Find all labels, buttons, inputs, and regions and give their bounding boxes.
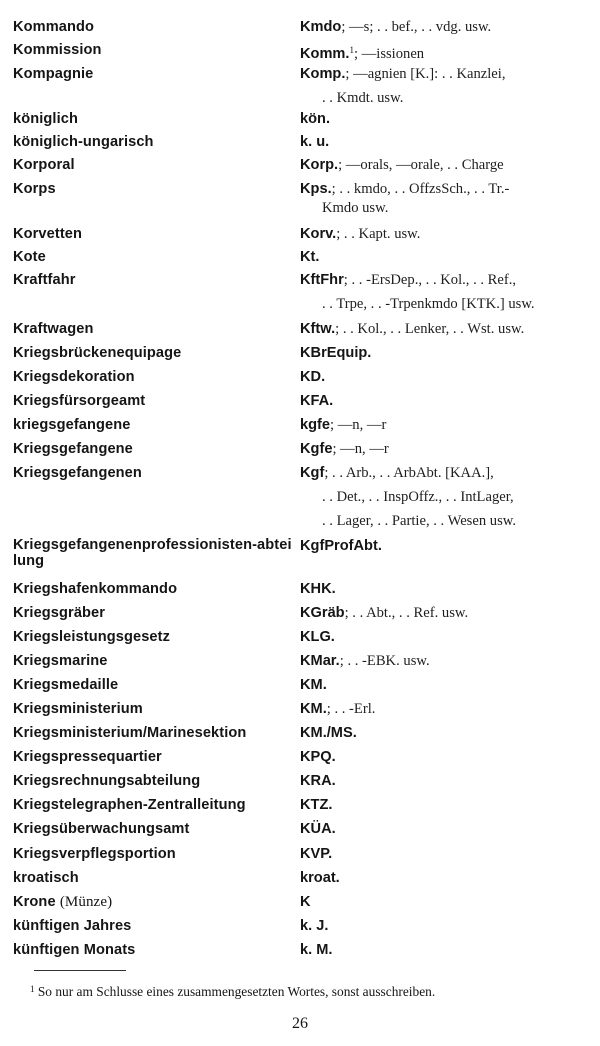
abbr-form: Kgf — [300, 465, 325, 481]
entry-abbreviation — [300, 914, 598, 938]
entry-abbreviation — [300, 769, 598, 793]
abbr-form: KRA. — [300, 773, 336, 789]
abbr-detail-continued: . . Det., . . InspOffz., . . IntLager, — [322, 489, 514, 505]
entry-abbreviation — [300, 341, 598, 365]
abbr-form: KÜA. — [300, 821, 336, 837]
entry-term-text: Krone — [13, 894, 56, 910]
abbr-form: KM. — [300, 701, 327, 717]
abbr-form: kgfe — [300, 417, 331, 433]
abbr-form: k. M. — [300, 942, 333, 958]
page-number: 26 — [292, 1015, 308, 1032]
abbr-detail: ; —orals, —orale, . . Charge — [338, 157, 504, 173]
entry-term: Kriegsmarine — [13, 653, 108, 669]
entry-abbreviation — [300, 649, 598, 673]
entry-abbreviation — [300, 15, 598, 39]
abbr-detail: ; . . Kapt. usw. — [336, 226, 421, 242]
abbr-form: KGräb — [300, 605, 345, 621]
entry-term: Kriegsministerium/Marinesektion — [13, 725, 247, 741]
entry-term — [13, 893, 303, 911]
entry-term: Kriegsverpflegsportion — [13, 846, 176, 862]
entry-abbreviation — [300, 721, 598, 745]
abbr-form: KFA. — [300, 393, 334, 409]
abbr-form: K — [300, 894, 311, 910]
entry-abbreviation — [300, 413, 598, 437]
abbr-form: Kgfe — [300, 441, 333, 457]
entry-term-note: (Münze) — [59, 894, 113, 910]
entry-abbreviation — [300, 866, 598, 890]
entry-abbreviation — [300, 817, 598, 841]
abbr-form: KftFhr — [300, 272, 344, 288]
entry-term: künftigen Monats — [13, 942, 136, 958]
entry-term: Kriegsrechnungsabteilung — [13, 773, 201, 789]
entry-term: Korporal — [13, 157, 75, 173]
abbr-detail: ; . . Kol., . . Lenker, . . Wst. usw. — [335, 321, 525, 337]
entry-term: Kriegshafenkommando — [13, 581, 178, 597]
abbr-form: KM./MS. — [300, 725, 357, 741]
footnote-marker: 1 — [30, 984, 35, 994]
entry-abbreviation — [300, 577, 598, 601]
abbr-form: Kftw. — [300, 321, 336, 337]
entry-term: kroatisch — [13, 870, 79, 886]
abbr-form: KD. — [300, 369, 326, 385]
entry-abbreviation — [300, 245, 598, 269]
entry-term: Kote — [13, 249, 46, 265]
entry-term: Kriegsüberwachungsamt — [13, 821, 190, 837]
entry-abbreviation — [300, 673, 598, 697]
entry-term: Korvetten — [13, 226, 83, 242]
entry-abbreviation — [300, 62, 598, 110]
entry-term — [13, 537, 305, 569]
footnote — [30, 984, 600, 1000]
entry-term: Kriegsbrückenequipage — [13, 345, 182, 361]
entry-term: Kriegstelegraphen-Zentralleitung — [13, 797, 246, 813]
abbr-detail: ; —issionen — [353, 46, 425, 62]
abbr-form: kroat. — [300, 870, 340, 886]
entry-abbreviation — [300, 890, 598, 914]
abbr-form: KPQ. — [300, 749, 336, 765]
abbr-detail: ; . . Abt., . . Ref. usw. — [344, 605, 469, 621]
abbr-form: Komm. — [300, 46, 350, 62]
abbr-detail-continued: . . Trpe, . . -Trpenkmdo [KTK.] usw. — [322, 296, 535, 312]
entry-term: künftigen Jahres — [13, 918, 132, 934]
abbr-form: k. J. — [300, 918, 329, 934]
abbr-form: KTZ. — [300, 797, 333, 813]
entry-term: königlich-ungarisch — [13, 134, 154, 150]
entry-term: kriegsgefangene — [13, 417, 131, 433]
entry-term: Kriegsleistungsgesetz — [13, 629, 171, 645]
entry-term: Kriegsdekoration — [13, 369, 135, 385]
abbr-form: Kps. — [300, 181, 332, 197]
entry-abbreviation — [300, 365, 598, 389]
entry-abbreviation — [300, 437, 598, 461]
entry-abbreviation — [300, 153, 598, 177]
abbr-form: KM. — [300, 677, 327, 693]
abbr-form: kön. — [300, 111, 330, 127]
abbr-form: KVP. — [300, 846, 333, 862]
abbr-form: KgfProfAbt. — [300, 538, 382, 554]
entry-term: Kraftwagen — [13, 321, 94, 337]
abbr-detail: ; . . -Erl. — [326, 701, 376, 717]
abbr-form: KMar. — [300, 653, 340, 669]
entry-abbreviation — [300, 697, 598, 721]
entry-abbreviation — [300, 177, 598, 215]
entry-abbreviation — [300, 534, 598, 558]
abbr-form: Kmdo — [300, 19, 342, 35]
entry-abbreviation — [300, 601, 598, 625]
entry-abbreviation — [300, 317, 598, 341]
abbr-form: KHK. — [300, 581, 336, 597]
abbr-form: Korv. — [300, 226, 337, 242]
entry-abbreviation — [300, 130, 598, 154]
entry-term: Kommando — [13, 19, 95, 35]
entry-abbreviation — [300, 461, 598, 533]
entry-term: Kriegsgefangenen — [13, 465, 142, 481]
entry-abbreviation — [300, 389, 598, 413]
entry-term-text: Kriegsgefangenenprofessionisten-abteilung — [13, 537, 292, 569]
footnote-text: So nur am Schlusse eines zusammengesetzten Wortes, sonst ausschreiben. — [37, 984, 436, 999]
abbr-form: Kt. — [300, 249, 320, 265]
abbr-form: Komp. — [300, 66, 346, 82]
footnote-marker: 1 — [349, 45, 354, 55]
entry-term: Kriegsfürsorgeamt — [13, 393, 146, 409]
abbr-detail: ; —n, —r — [330, 417, 387, 433]
footnote-divider — [34, 970, 126, 971]
entry-term: Kraftfahr — [13, 272, 76, 288]
abbr-form: KBrEquip. — [300, 345, 372, 361]
entry-abbreviation — [300, 107, 598, 131]
entry-term: königlich — [13, 111, 78, 127]
entry-abbreviation — [300, 842, 598, 866]
entry-term: Korps — [13, 181, 56, 197]
abbr-detail: ; —agnien [K.]: . . Kanzlei, — [345, 66, 506, 82]
abbr-form: Korp. — [300, 157, 339, 173]
entry-abbreviation — [300, 222, 598, 246]
entry-term: Kriegsmedaille — [13, 677, 119, 693]
entry-term: Kompagnie — [13, 66, 94, 82]
abbr-detail: ; . . -EBK. usw. — [339, 653, 430, 669]
abbr-detail: ; . . kmdo, . . OffzsSch., . . Tr.- — [331, 181, 510, 197]
abbr-detail: ; —n, —r — [332, 441, 389, 457]
entry-term: Kommission — [13, 42, 102, 58]
abbr-detail-continued: . . Kmdt. usw. — [322, 90, 404, 106]
entry-term: Kriegsgräber — [13, 605, 106, 621]
entry-abbreviation — [300, 793, 598, 817]
entry-abbreviation — [300, 745, 598, 769]
abbr-detail: ; . . Arb., . . ArbAbt. [KAA.], — [324, 465, 494, 481]
entry-abbreviation — [300, 268, 598, 316]
entry-abbreviation — [300, 938, 598, 962]
abbr-detail: ; . . -ErsDep., . . Kol., . . Ref., — [343, 272, 517, 288]
abbr-detail-continued: Kmdo usw. — [322, 200, 389, 216]
abbr-detail: ; —s; . . bef., . . vdg. usw. — [341, 19, 492, 35]
abbr-detail-continued-2: . . Lager, . . Partie, . . Wesen usw. — [322, 513, 516, 529]
entry-abbreviation — [300, 625, 598, 649]
abbr-form: KLG. — [300, 629, 335, 645]
abbr-form: k. u. — [300, 134, 330, 150]
entry-term: Kriegsgefangene — [13, 441, 133, 457]
entry-term: Kriegspressequartier — [13, 749, 162, 765]
entry-term: Kriegsministerium — [13, 701, 143, 717]
